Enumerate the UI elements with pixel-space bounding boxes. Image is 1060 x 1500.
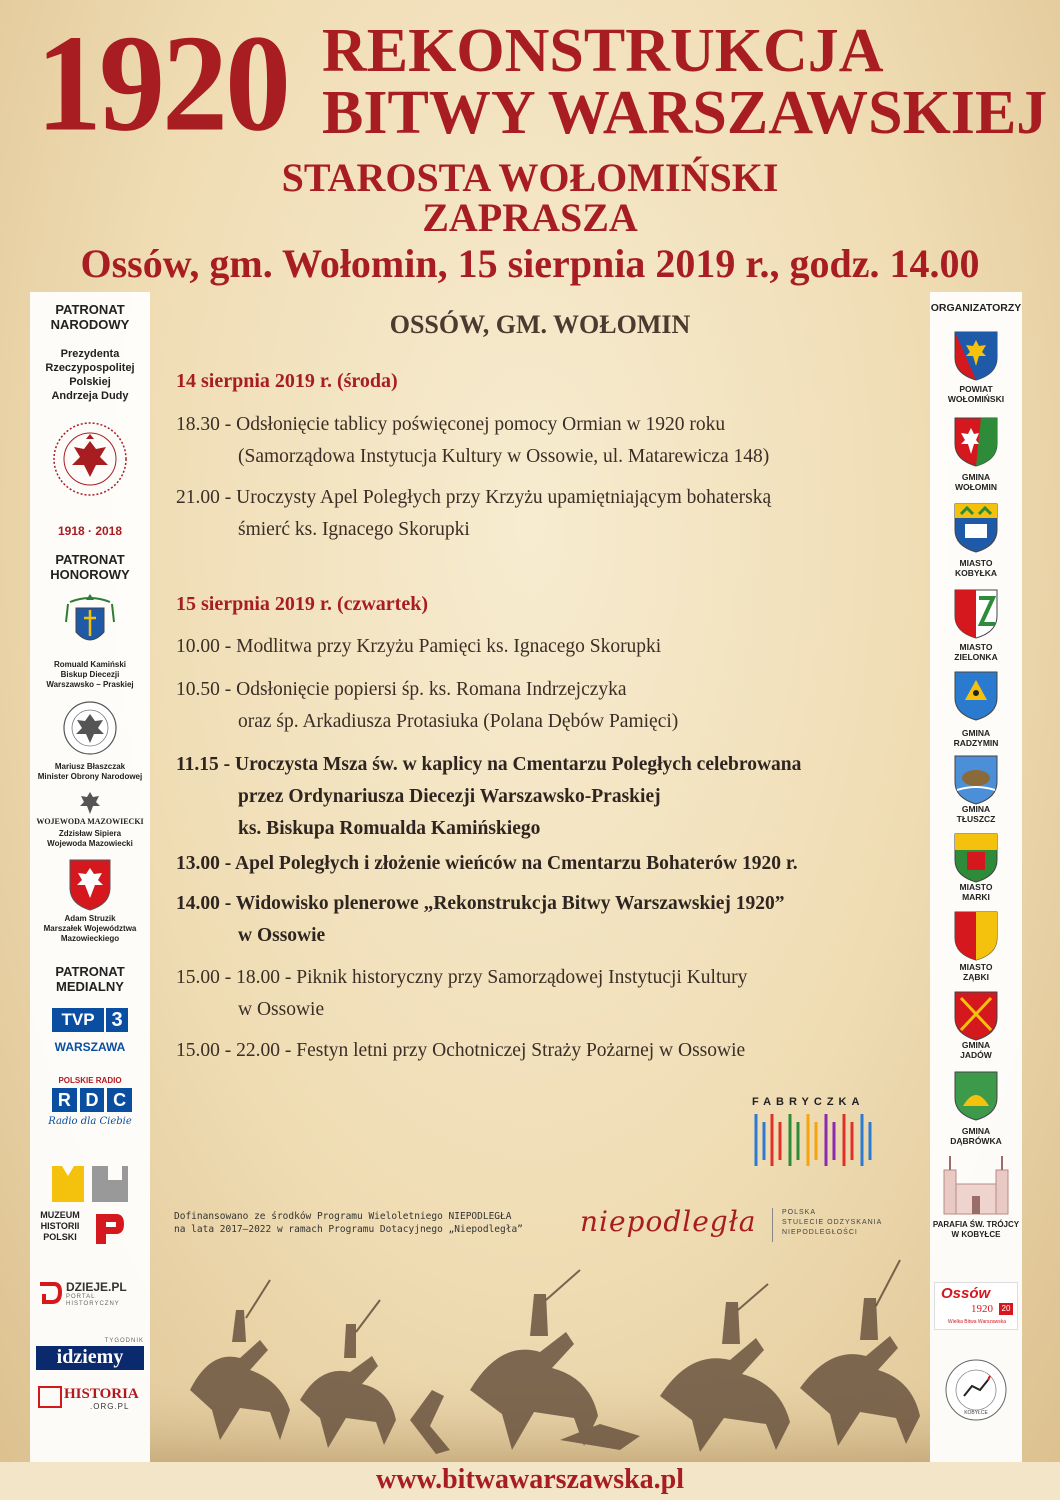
- org-9-line-1: GMINA: [961, 1040, 991, 1050]
- event-1500-1800-line-1: 15.00 - 18.00 - Piknik historyczny przy Samorządowej Instytucji Kultury: [176, 967, 748, 988]
- event-1500-1800-line-2: w Ossowie: [238, 999, 325, 1020]
- org-6-line-2: TŁUSZCZ: [956, 814, 996, 824]
- idziemy-logo: idziemy: [36, 1346, 144, 1370]
- honorary-person-1-name: Romuald Kamiński: [53, 660, 126, 669]
- event-2100-line-2: śmierć ks. Ignacego Skorupki: [238, 519, 470, 540]
- dzieje-sub-1: PORTAL: [66, 1294, 96, 1300]
- honorary-person-1-role-2: Warszawsko – Praskiej: [46, 680, 134, 689]
- tvp3-logo: [52, 1008, 128, 1034]
- event-1115-line-3: ks. Biskupa Romualda Kamińskiego: [238, 818, 541, 839]
- event-1000: [176, 631, 896, 663]
- day-1-heading: 14 sierpnia 2019 r. (środa): [176, 370, 398, 392]
- rdc-letter-c: C: [107, 1088, 132, 1112]
- event-1830: [176, 409, 896, 473]
- parish-line-2: W KOBYŁCE: [951, 1230, 1001, 1239]
- title-line-2: BITWY WARSZAWSKIEJ: [322, 79, 1048, 147]
- tvp-number: 3: [106, 1008, 128, 1032]
- event-1115-line-1: 11.15 - Uroczysta Msza św. w kaplicy na Cmentarzu Poległych celebrowana: [176, 754, 802, 775]
- dzieje-name: DZIEJE.PL: [66, 1280, 127, 1294]
- event-1500-2200: [176, 1035, 896, 1067]
- event-1050-line-2: oraz śp. Arkadiusza Protasiuka (Polana Dębów Pamięci): [238, 711, 679, 732]
- crest-gmina-jadow-icon: [953, 990, 999, 1042]
- crest-gmina-tluszcz-icon: [953, 754, 999, 806]
- tvp-city: WARSZAWA: [54, 1040, 126, 1054]
- org-8-line-1: MIASTO: [959, 962, 993, 972]
- bishop-coat-of-arms-icon: [64, 592, 116, 654]
- kobylce-label: KOBYŁCE: [964, 1410, 988, 1416]
- crest-miasto-zielonka-icon: [953, 588, 999, 640]
- historia-domain: .ORG.PL: [90, 1402, 130, 1411]
- ossow-logo-name: Ossów: [941, 1285, 991, 1302]
- invite-line-1: STAROSTA WOŁOMIŃSKI: [281, 155, 779, 200]
- event-1400-line-1: 14.00 - Widowisko plenerowe „Rekonstrukcja Bitwy Warszawskiej 1920”: [176, 893, 785, 914]
- honorary-person-1-role-1: Biskup Diecezji: [60, 670, 120, 679]
- date-line: Ossów, gm. Wołomin, 15 sierpnia 2019 r., godz. 14.00: [80, 241, 980, 286]
- event-1500-2200-line-1: 15.00 - 22.00 - Festyn letni przy Ochotniczej Straży Pożarnej w Ossowie: [176, 1040, 746, 1061]
- patron-honorary-title-2: HONOROWY: [50, 567, 130, 582]
- event-2100-line-1: 21.00 - Uroczysty Apel Poległych przy Krzyżu upamiętniającym bohaterską: [176, 487, 772, 508]
- event-1400: [176, 888, 896, 952]
- crest-miasto-kobylka-icon: [953, 502, 999, 554]
- patron-national-text-1: Prezydenta: [60, 348, 120, 360]
- org-2-line-2: WOŁOMIN: [954, 482, 998, 492]
- honorary-person-2-name: Mariusz Błaszczak: [54, 762, 126, 771]
- niepodlegla-side-3: NIEPODLEGŁOŚCI: [782, 1229, 858, 1236]
- niepodlegla-side-1: POLSKA: [782, 1209, 817, 1216]
- niepodlegla-side-2: STULECIE ODZYSKANIA: [782, 1219, 883, 1226]
- museum-logo-icon: [48, 1162, 132, 1208]
- funding-line-2: na lata 2017–2022 w ramach Programu Dotacyjnego „Niepodległa”: [174, 1224, 523, 1235]
- org-3-line-2: KOBYŁKA: [954, 568, 998, 578]
- crest-gmina-wolomin-icon: [953, 416, 999, 468]
- funding-note: [174, 1210, 554, 1236]
- crest-powiat-wolominski-icon: [953, 330, 999, 382]
- niepodlegla-logo: niepodległa: [580, 1205, 757, 1238]
- event-1300: [176, 848, 896, 880]
- defence-ministry-seal-icon: [62, 700, 118, 756]
- org-8-line-2: ZĄBKI: [963, 972, 989, 982]
- tvp-word: TVP: [52, 1008, 104, 1032]
- event-1050: [176, 674, 896, 738]
- event-1830-line-1: 18.30 - Odsłonięcie tablicy poświęconej pomocy Ormian w 1920 roku: [176, 414, 726, 435]
- ossow-logo-sub: Wielka Bitwa Warszawska: [947, 1319, 1007, 1325]
- title-line-1: REKONSTRUKCJA: [322, 17, 884, 85]
- historia-main: HISTORIA: [64, 1386, 139, 1402]
- patron-honorary-title-1: PATRONAT: [55, 552, 125, 567]
- organizers-title: ORGANIZATORZY: [930, 302, 1022, 314]
- honorary-person-3-name: Zdzisław Sipiera: [58, 829, 122, 838]
- niepodlegla-side-text: [782, 1208, 882, 1238]
- event-1050-line-1: 10.50 - Odsłonięcie popiersi śp. ks. Romana Indrzejczyka: [176, 679, 627, 700]
- eagle-emblem-icon: [78, 790, 102, 816]
- year-heading: 1920: [36, 5, 288, 160]
- org-5-line-1: GMINA: [961, 728, 991, 738]
- patron-media-title-2: MEDIALNY: [56, 979, 124, 994]
- patron-media-title-1: PATRONAT: [55, 964, 125, 979]
- wojewoda-label: WOJEWODA MAZOWIECKI: [36, 817, 144, 826]
- event-1115-line-2: przez Ordynariusza Diecezji Warszawsko-Praskiej: [238, 786, 661, 807]
- church-kobylka-icon: [938, 1152, 1014, 1216]
- org-4-line-2: ZIELONKA: [954, 652, 998, 662]
- event-2100: [176, 482, 896, 546]
- website-footer[interactable]: www.bitwawarszawska.pl: [0, 1462, 1060, 1500]
- event-1400-line-2: w Ossowie: [238, 925, 326, 946]
- org-1-line-2: WOŁOMIŃSKI: [947, 394, 1005, 404]
- patron-national-title-1: PATRONAT: [55, 302, 125, 317]
- rdc-slogan: Radio dla Ciebie: [48, 1116, 132, 1127]
- crest-gmina-radzymin-icon: [953, 670, 999, 722]
- org-7-line-1: MIASTO: [959, 882, 993, 892]
- independence-seal-icon: [50, 417, 130, 517]
- patron-national-text-3: Polskiej: [69, 376, 111, 388]
- honorary-person-3-role-1: Wojewoda Mazowiecki: [47, 839, 133, 848]
- venue-heading: OSSÓW, GM. WOŁOMIN: [389, 310, 691, 339]
- crest-miasto-zabki-icon: [953, 910, 999, 962]
- fabryczka-pattern-icon: [750, 1112, 884, 1168]
- ossow-logo-year-box: 20: [999, 1303, 1013, 1315]
- patron-national-text-2: Rzeczypospolitej: [45, 362, 135, 374]
- cavalry-battle-scene: [0, 1240, 1060, 1475]
- org-9-line-2: JADÓW: [960, 1050, 992, 1060]
- org-4-line-1: MIASTO: [959, 642, 993, 652]
- rdc-top-label: POLSKIE RADIO: [58, 1076, 122, 1085]
- honorary-person-4-role-1: Marszałek Województwa: [43, 924, 137, 933]
- invite-line-2: ZAPRASZA: [422, 195, 638, 240]
- org-5-line-2: RADZYMIN: [953, 738, 999, 748]
- fabryczka-label: FABRYCZKA: [752, 1096, 865, 1108]
- seal-years: 1918 · 2018: [57, 524, 123, 538]
- niepodlegla-divider: [772, 1208, 773, 1242]
- museum-line-2: HISTORII: [40, 1221, 80, 1231]
- rdc-logo: [52, 1088, 132, 1112]
- org-10-line-1: GMINA: [961, 1126, 991, 1136]
- event-1115: [176, 749, 896, 845]
- org-6-line-1: GMINA: [961, 804, 991, 814]
- funding-line-1: Dofinansowano ze środków Programu Wieloletniego NIEPODLEGŁA: [174, 1211, 512, 1222]
- museum-line-3: POLSKI: [43, 1232, 77, 1242]
- org-1-line-1: POWIAT: [959, 384, 993, 394]
- day-2-heading: 15 sierpnia 2019 r. (czwartek): [176, 593, 428, 615]
- crest-gmina-dabrowka-icon: [953, 1070, 999, 1122]
- org-2-line-1: GMINA: [961, 472, 991, 482]
- honorary-person-2-role-1: Minister Obrony Narodowej: [37, 772, 143, 781]
- honorary-person-4-name: Adam Struzik: [64, 914, 116, 923]
- patron-national-title-2: NARODOWY: [50, 317, 130, 332]
- patron-national-text-4: Andrzeja Dudy: [51, 390, 129, 402]
- dzieje-sub-2: HISTORYCZNY: [66, 1301, 120, 1307]
- event-1830-line-2: (Samorządowa Instytucja Kultury w Ossowie, ul. Matarewicza 148): [238, 446, 770, 467]
- org-3-line-1: MIASTO: [959, 558, 993, 568]
- museum-line-1: MUZEUM: [40, 1210, 80, 1220]
- rdc-letter-r: R: [52, 1088, 77, 1112]
- crest-miasto-marki-icon: [953, 832, 999, 884]
- org-10-line-2: DĄBRÓWKA: [950, 1136, 1002, 1146]
- event-1300-line-1: 13.00 - Apel Poległych i złożenie wieńców na Cmentarzu Bohaterów 1920 r.: [176, 853, 798, 874]
- parish-line-1: PARAFIA ŚW. TRÓJCY: [932, 1220, 1020, 1229]
- event-1500-1800: [176, 962, 896, 1026]
- idziemy-top: TYGODNIK: [104, 1338, 144, 1344]
- honorary-person-4-role-2: Mazowieckiego: [60, 934, 120, 943]
- event-1000-line-1: 10.00 - Modlitwa przy Krzyżu Pamięci ks. Ignacego Skorupki: [176, 636, 662, 657]
- org-7-line-2: MARKI: [962, 892, 990, 902]
- rdc-letter-d: D: [80, 1088, 105, 1112]
- mazovia-coat-of-arms-icon: [66, 858, 114, 912]
- ossow-logo-year: 1920: [971, 1303, 993, 1315]
